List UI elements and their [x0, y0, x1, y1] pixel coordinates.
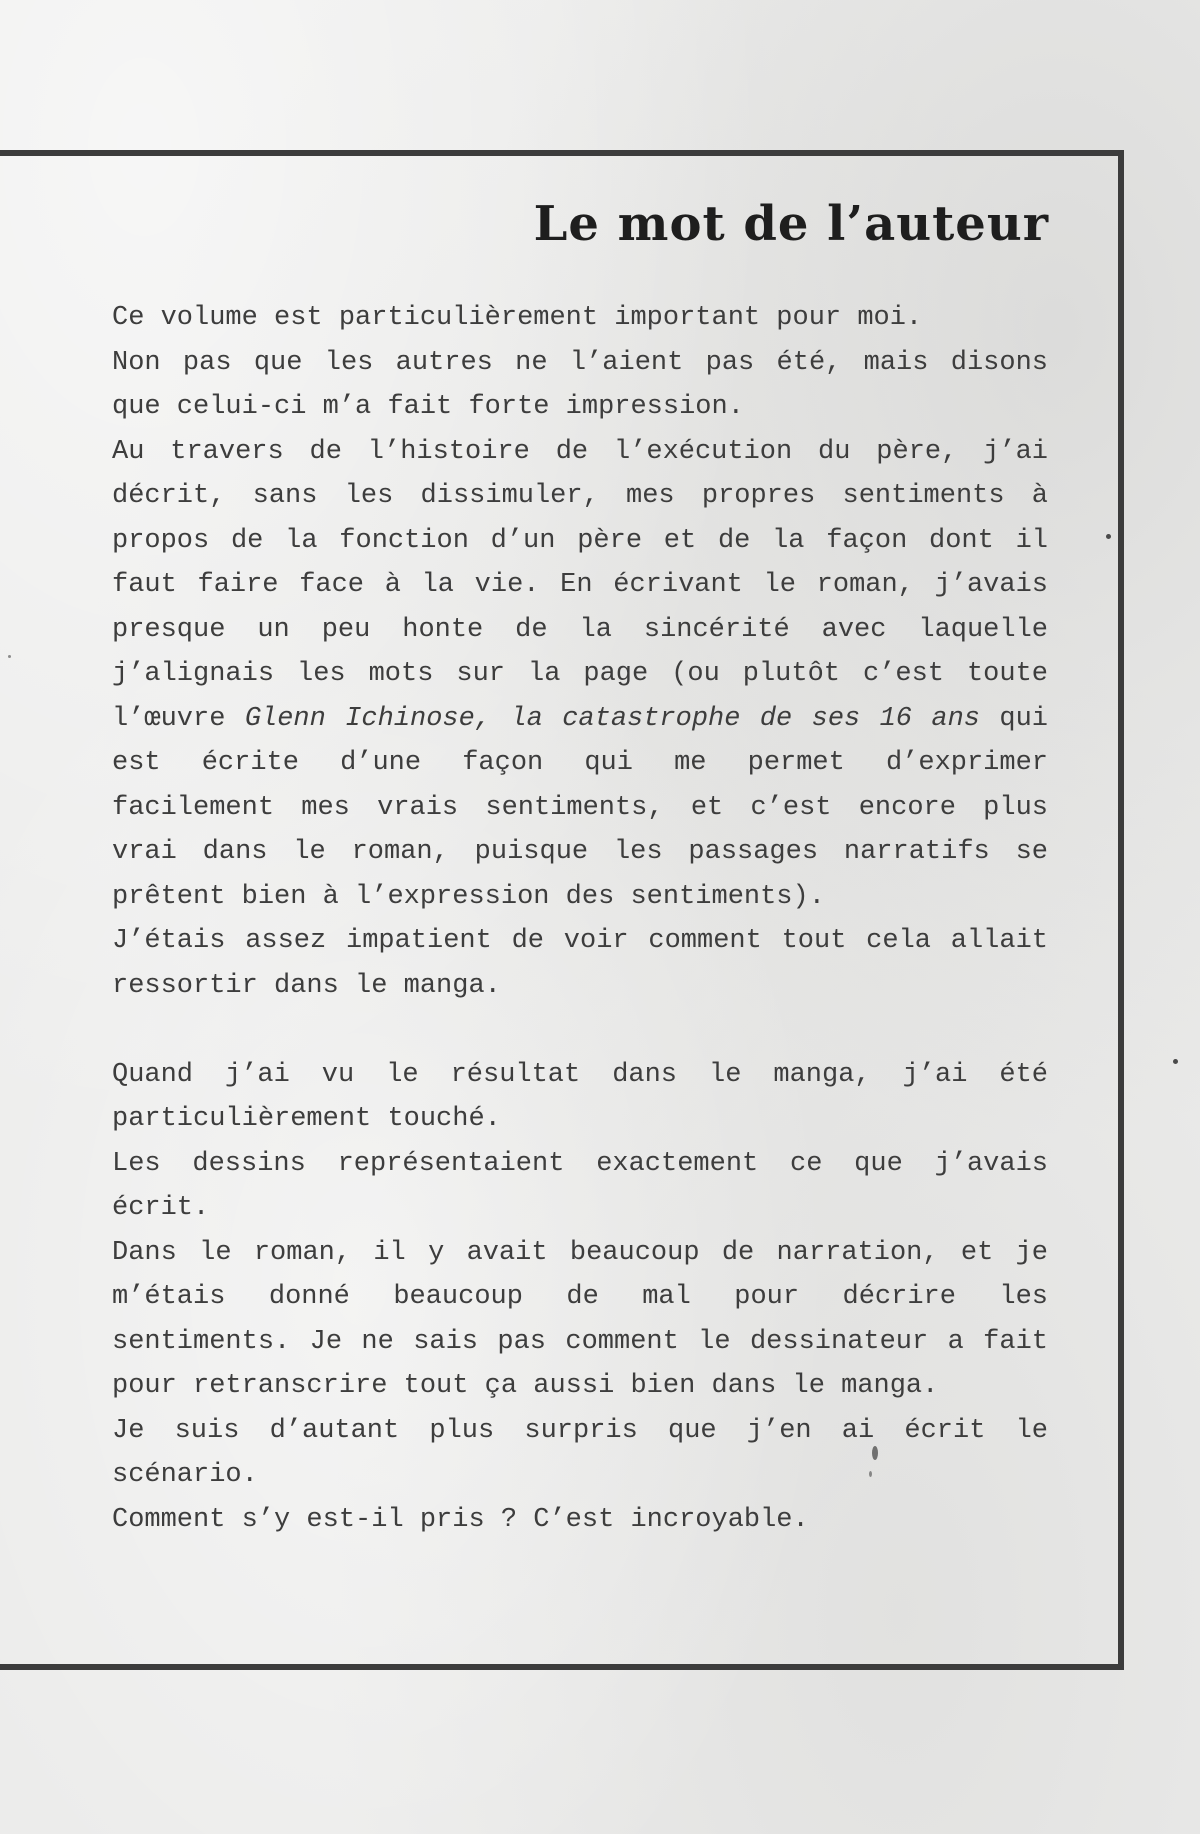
paper-speck: [8, 655, 11, 658]
paper-speck: [872, 1446, 878, 1460]
paper-speck: [1173, 1059, 1178, 1064]
paragraph: Quand j’ai vu le résultat dans le manga, j’ai été particulièrement touché.: [112, 1059, 1048, 1134]
paragraph: Les dessins représentaient exactement ce que j’avais écrit.: [112, 1148, 1048, 1223]
paragraph: J’étais assez impatient de voir comment tout cela allait ressortir dans le manga.: [112, 926, 1048, 1001]
paragraph: Non pas que les autres ne l’aient pas été, mais disons que celui-ci m’a fait forte impression.: [112, 347, 1048, 422]
paragraph-part: Au travers de l’histoire de l’exécution du père, j’ai décrit, sans les dissimuler, mes propres sentiments à propos de la fonction d’un père et de la façon dont il faut faire face à la vie. En écrivant le roman, j’avais presque un peu honte de la sincérité avec laquelle j’alignais les mots sur la page (ou plutôt c’est toute l’œuvre: [112, 436, 1048, 734]
paper-speck: [869, 1471, 872, 1477]
paragraph-spacer: [112, 1008, 1048, 1053]
paper-speck: [1106, 534, 1111, 539]
author-note-body: [112, 296, 1048, 1542]
paragraph-with-title: [112, 430, 1048, 920]
paragraph-part: qui est écrite d’une façon qui me permet d’exprimer facilement mes vrais sentiments, et c’est encore plus vrai dans le roman, puisque les passages narratifs se prêtent bien à l’expression des sentiments).: [112, 703, 1049, 912]
paragraph: Je suis d’autant plus surpris que j’en ai écrit le scénario.: [112, 1415, 1048, 1490]
page-title: Le mot de l’auteur: [533, 196, 1049, 252]
paragraph: Dans le roman, il y avait beaucoup de narration, et je m’étais donné beaucoup de mal pour décrire les sentiments. Je ne sais pas comment le dessinateur a fait pour retranscrire tout ça aussi bien dans le manga.: [112, 1237, 1048, 1401]
paragraph: Ce volume est particulièrement important pour moi.: [112, 303, 923, 333]
paragraph: Comment s’y est-il pris ? C’est incroyable.: [112, 1504, 809, 1535]
work-title: Glenn Ichinose, la catastrophe de ses 16 ans: [244, 703, 981, 734]
